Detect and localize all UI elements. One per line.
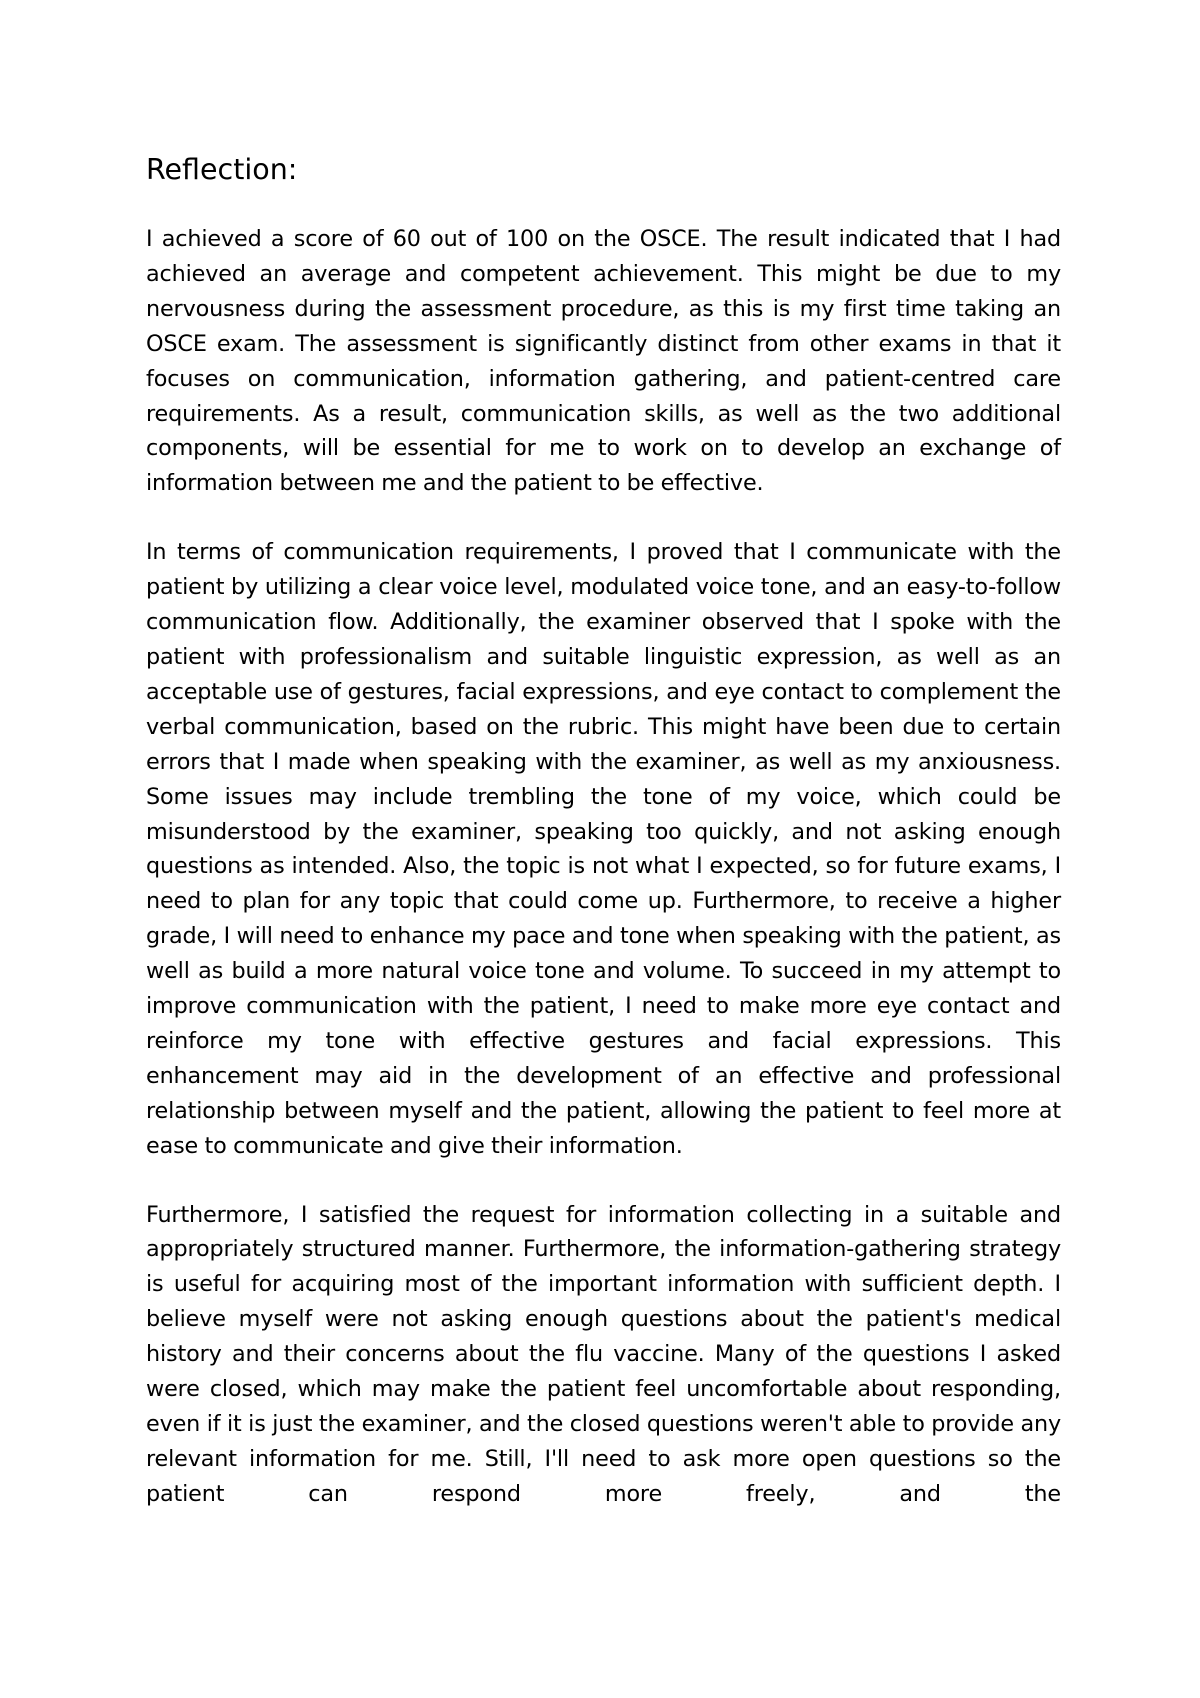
paragraph-information-gathering: Furthermore, I satisfied the request for information collecting in a suitable and appropriately structured manner. Furthermore, the information-gathering strategy is useful for acquiring most of the important information with sufficient depth. I believe myself were not asking enough questions about the patient's medical history and their concerns about the flu vaccine. Many of the questions I asked were closed, which may make the patient feel uncomfortable about responding, even if it is just the examiner, and the closed questions weren't able to provide any relevant information for me. Still, I'll need to ask more open questions so the patient can respond more freely, and the [146,1201,1061,1507]
paragraph-score-result: I achieved a score of 60 out of 100 on the OSCE. The result indicated that I had achieved an average and competent achievement. This might be due to my nervousness during the assessment procedure, as this is my first time taking an OSCE exam. The assessment is significantly distinct from other exams in that it focuses on communication, information gathering, and patient-centred care requirements. As a result, communication skills, as well as the two additional components, will be essential for me to work on to develop an exchange of information between me and the patient to be effective. [146,226,1061,497]
document-body [146,150,1061,1512]
page-title: Reflection: [146,153,298,186]
paragraph-communication: In terms of communication requirements, I proved that I communicate with the patient by utilizing a clear voice level, modulated voice tone, and an easy-to-follow communication flow. Additionally, the examiner observed that I spoke with the patient with professionalism and suitable linguistic expression, as well as an acceptable use of gestures, facial expressions, and eye contact to complement the verbal communication, based on the rubric. This might have been due to certain errors that I made when speaking with the examiner, as well as my anxiousness. Some issues may include trembling the tone of my voice, which could be misunderstood by the examiner, speaking too quickly, and not asking enough questions as intended. Also, the topic is not what I expected, so for future exams, I need to plan for any topic that could come up. Furthermore, to receive a higher grade, I will need to enhance my pace and tone when speaking with the patient, as well as build a more natural voice tone and volume. To succeed in my attempt to improve communication with the patient, I need to make more eye contact and reinforce my tone with effective gestures and facial expressions. This enhancement may aid in the development of an effective and professional relationship between myself and the patient, allowing the patient to feel more at ease to communicate and give their information. [146,539,1061,1159]
